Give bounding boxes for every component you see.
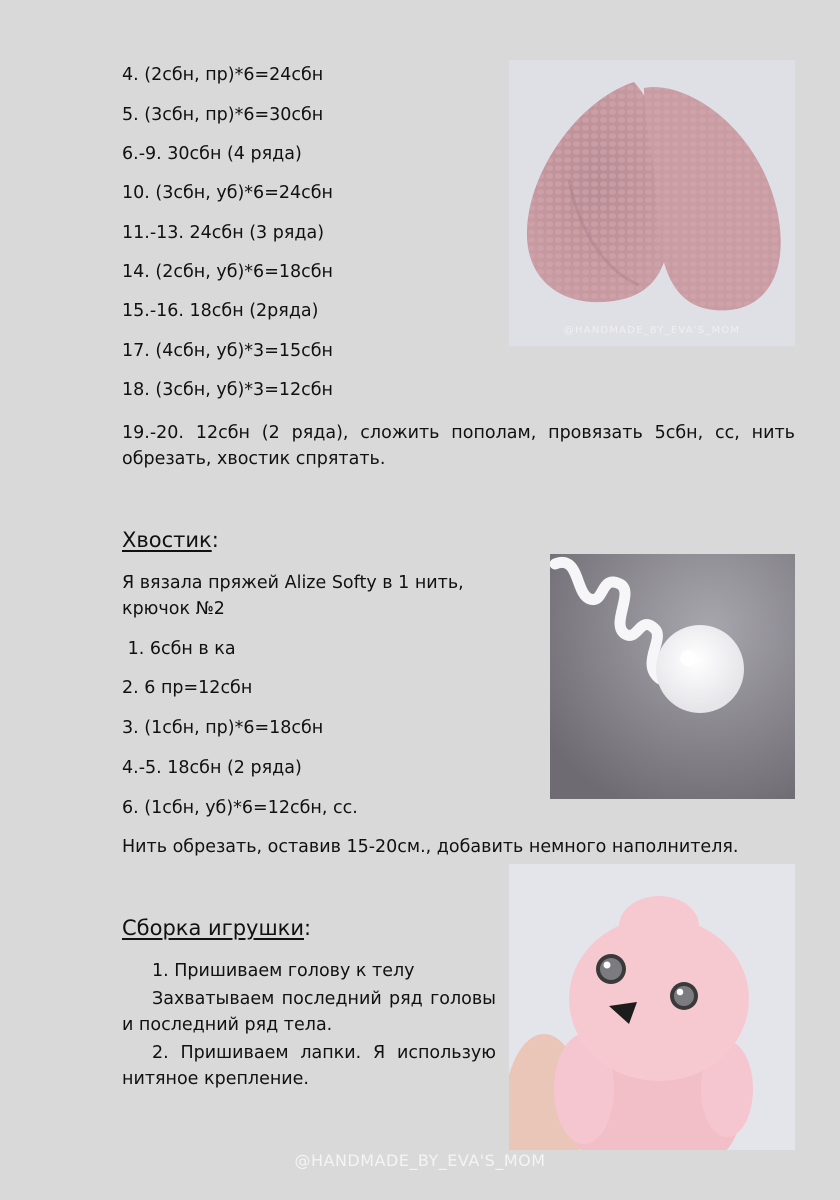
assembly-heading	[122, 915, 311, 941]
pattern-step: 11.-13. 24сбн (3 ряда)	[122, 223, 325, 243]
tail-finish: Нить обрезать, оставив 15-20см., добавить немного наполнителя.	[122, 837, 739, 857]
assembly-step1-title: 1. Пришиваем голову к телу	[152, 961, 415, 981]
assembly-step1-text: Захватываем последний ряд головы и последний ряд тела.	[122, 989, 496, 1035]
ears-photo-watermark: @HANDMADE_BY_EVA'S_MOM	[563, 325, 741, 336]
tail-step: 2. 6 пр=12сбн	[122, 678, 253, 698]
pattern-step: 5. (3сбн, пр)*6=30сбн	[122, 105, 324, 125]
tail-intro-line2: крючок №2	[122, 599, 225, 619]
pattern-step: 15.-16. 18сбн (2ряда)	[122, 301, 319, 321]
tail-photo	[550, 554, 795, 799]
tail-intro-line1: Я вязала пряжей Alize Softy в 1 нить,	[122, 573, 464, 593]
pattern-step: 17. (4сбн, уб)*3=15сбн	[122, 341, 333, 361]
pattern-step: 10. (3сбн, уб)*6=24сбн	[122, 183, 333, 203]
pattern-step-final: 19.-20. 12сбн (2 ряда), сложить пополам, провязать 5сбн, сс, нить обрезать, хвостик спрятать.	[122, 423, 795, 469]
tail-step: 3. (1сбн, пр)*6=18сбн	[122, 718, 324, 738]
pattern-step: 18. (3сбн, уб)*3=12сбн	[122, 380, 333, 400]
pattern-step: 14. (2сбн, уб)*6=18сбн	[122, 262, 333, 282]
assembly-step2-text: 2. Пришиваем лапки. Я использую нитяное крепление.	[122, 1043, 496, 1089]
pattern-step: 4. (2сбн, пр)*6=24сбн	[122, 65, 324, 85]
footer-watermark: @HANDMADE_BY_EVA'S_MOM	[294, 1151, 546, 1170]
tail-step: 4.-5. 18сбн (2 ряда)	[122, 758, 302, 778]
pattern-step: 6.-9. 30сбн (4 ряда)	[122, 144, 302, 164]
tail-heading-colon: :	[211, 528, 219, 552]
assembly-heading-colon: :	[304, 916, 312, 940]
tail-heading	[122, 527, 219, 553]
tail-step: 1. 6сбн в ка	[122, 639, 236, 659]
tail-step: 6. (1сбн, уб)*6=12сбн, сс.	[122, 798, 358, 818]
bunny-photo	[509, 864, 795, 1150]
ears-photo	[509, 60, 795, 346]
tail-heading-text: Хвостик	[122, 528, 212, 552]
assembly-heading-text: Сборка игрушки	[122, 916, 305, 940]
